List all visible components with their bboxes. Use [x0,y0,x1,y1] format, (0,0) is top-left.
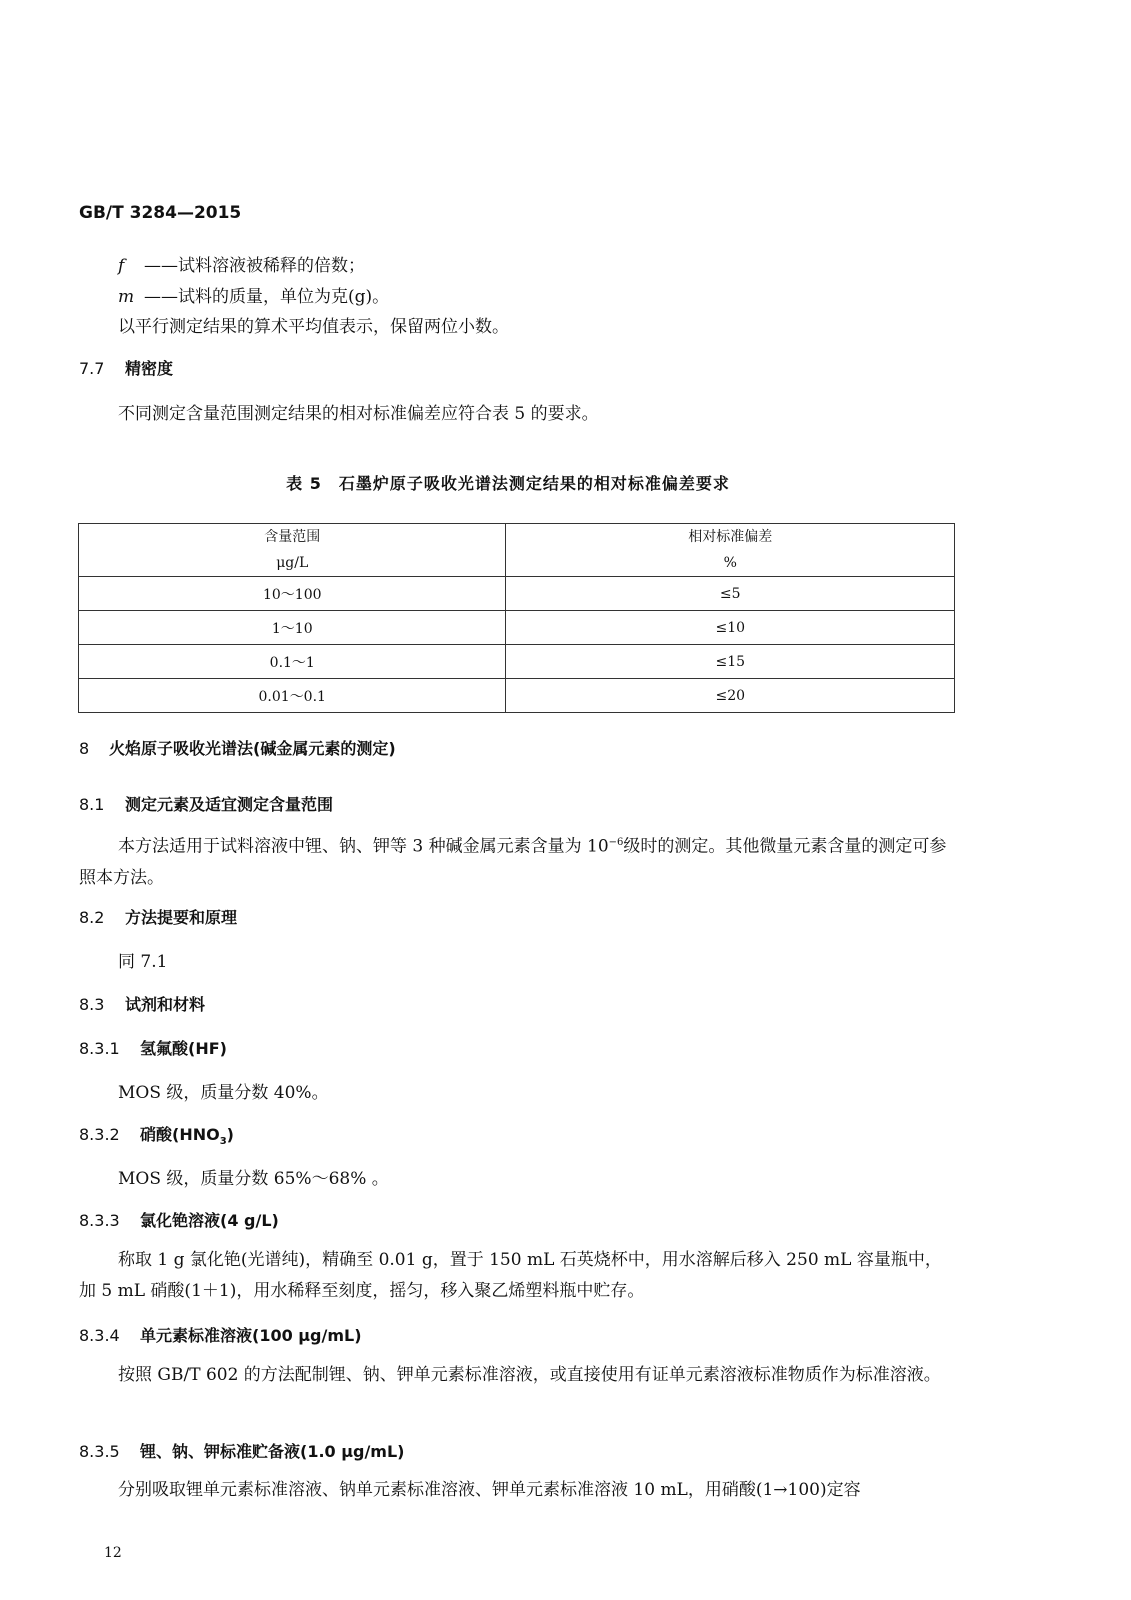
section-heading-8-2 [79,905,237,928]
section-heading-8-3 [79,992,205,1015]
section-title: 氢氟酸(HF) [140,1039,227,1058]
section-title: 锂、钠、钾标准贮备液(1.0 μg/mL) [140,1442,405,1461]
table-cell: ≤15 [506,645,955,679]
table-cell: 1～10 [79,611,506,645]
table-row [79,577,955,611]
variable-symbol: f [118,256,125,276]
table-cell: 0.1～1 [79,645,506,679]
section-number: 8.3.1 [79,1039,120,1058]
section-heading-8-1 [79,792,333,815]
table-row [79,645,955,679]
section-number: 7.7 [79,359,105,378]
text-before: 本方法适用于试料溶液中锂、钠、钾等 3 种碱金属元素含量为 10 [118,836,609,857]
section-heading-8-3-5 [79,1439,404,1462]
section-heading-8-3-1 [79,1036,227,1059]
variable-description: ——试料溶液被稀释的倍数； [144,256,365,276]
header-name: 相对标准偏差 [688,529,773,545]
section-number: 8.3.3 [79,1211,120,1230]
section-title: 氯化铯溶液(4 g/L) [140,1211,279,1230]
section-text-8-2: 同 7.1 [118,952,168,972]
section-number: 8.3 [79,995,105,1014]
section-number: 8.3.2 [79,1125,120,1144]
section-heading-8-3-4 [79,1323,362,1346]
section-number: 8.1 [79,795,105,814]
precision-table [78,523,955,713]
table-row [79,611,955,645]
section-title: 单元素标准溶液(100 μg/mL) [140,1326,362,1345]
page-number: 12 [104,1545,122,1561]
header-name: 含量范围 [264,529,321,545]
variable-f [118,251,365,276]
header-unit: μg/L [276,555,309,571]
section-heading-8 [79,736,396,759]
section-text-8-1 [79,827,955,894]
text-after: 级时的测定。其他微量元素含量的测定可参照本方法。 [79,836,947,888]
table-cell: 10～100 [79,577,506,611]
section-number: 8 [79,739,90,758]
section-text-8-3-5: 分别吸取锂单元素标准溶液、钠单元素标准溶液、钾单元素标准溶液 10 mL，用硝酸(1→100)定容 [118,1480,861,1500]
section-heading-7-7 [79,356,173,379]
section-title: 硝酸$(HNO_3)$ [140,1125,234,1148]
result-note: 以平行测定结果的算术平均值表示，保留两位小数。 [118,317,509,337]
section-text-8-3-1: MOS 级，质量分数 40%。 [118,1083,329,1103]
section-text-8-3-3: 称取 1 g 氯化铯(光谱纯)，精确至 0.01 g，置于 150 mL 石英烧杯中，用水溶解后移入 250 mL 容量瓶中，加 5 mL 硝酸(1＋1)，用水稀释至刻度，摇匀，移入聚乙烯塑料瓶中贮存。 [79,1250,942,1301]
table-header-cell [79,524,506,577]
header-unit: % [723,555,737,571]
standard-number: GB/T 3284—2015 [79,203,242,223]
section-number: 8.2 [79,908,105,927]
table-row [79,679,955,713]
section-title: 火焰原子吸收光谱法(碱金属元素的测定) [109,739,396,758]
section-title: 试剂和材料 [125,995,206,1014]
table-cell: ≤5 [506,577,955,611]
table-header-cell [506,524,955,577]
table-cell: ≤10 [506,611,955,645]
section-title: 精密度 [125,359,174,378]
section-text-8-3-4: 按照 GB/T 602 的方法配制锂、钠、钾单元素标准溶液，或直接使用有证单元素溶液标准物质作为标准溶液。 [118,1365,941,1385]
section-text-7-7: 不同测定含量范围测定结果的相对标准偏差应符合表 5 的要求。 [118,404,599,424]
variable-symbol: m [118,287,135,307]
variable-description: ——试料的质量，单位为克(g)。 [144,287,390,307]
section-heading-8-3-2 [79,1122,234,1147]
table-caption: 表 5 石墨炉原子吸收光谱法测定结果的相对标准偏差要求 [286,474,730,493]
section-title: 方法提要和原理 [125,908,238,927]
section-title: 测定元素及适宜测定含量范围 [125,795,334,814]
section-number: 8.3.5 [79,1442,120,1461]
section-text-8-3-2: MOS 级，质量分数 65%～68% 。 [118,1169,389,1189]
section-heading-8-3-3 [79,1208,279,1231]
table-header-row [79,524,955,577]
table-cell: ≤20 [506,679,955,713]
variable-m [118,282,389,307]
table-cell: 0.01～0.1 [79,679,506,713]
section-number: 8.3.4 [79,1326,120,1345]
exponent: −6 [608,837,624,848]
